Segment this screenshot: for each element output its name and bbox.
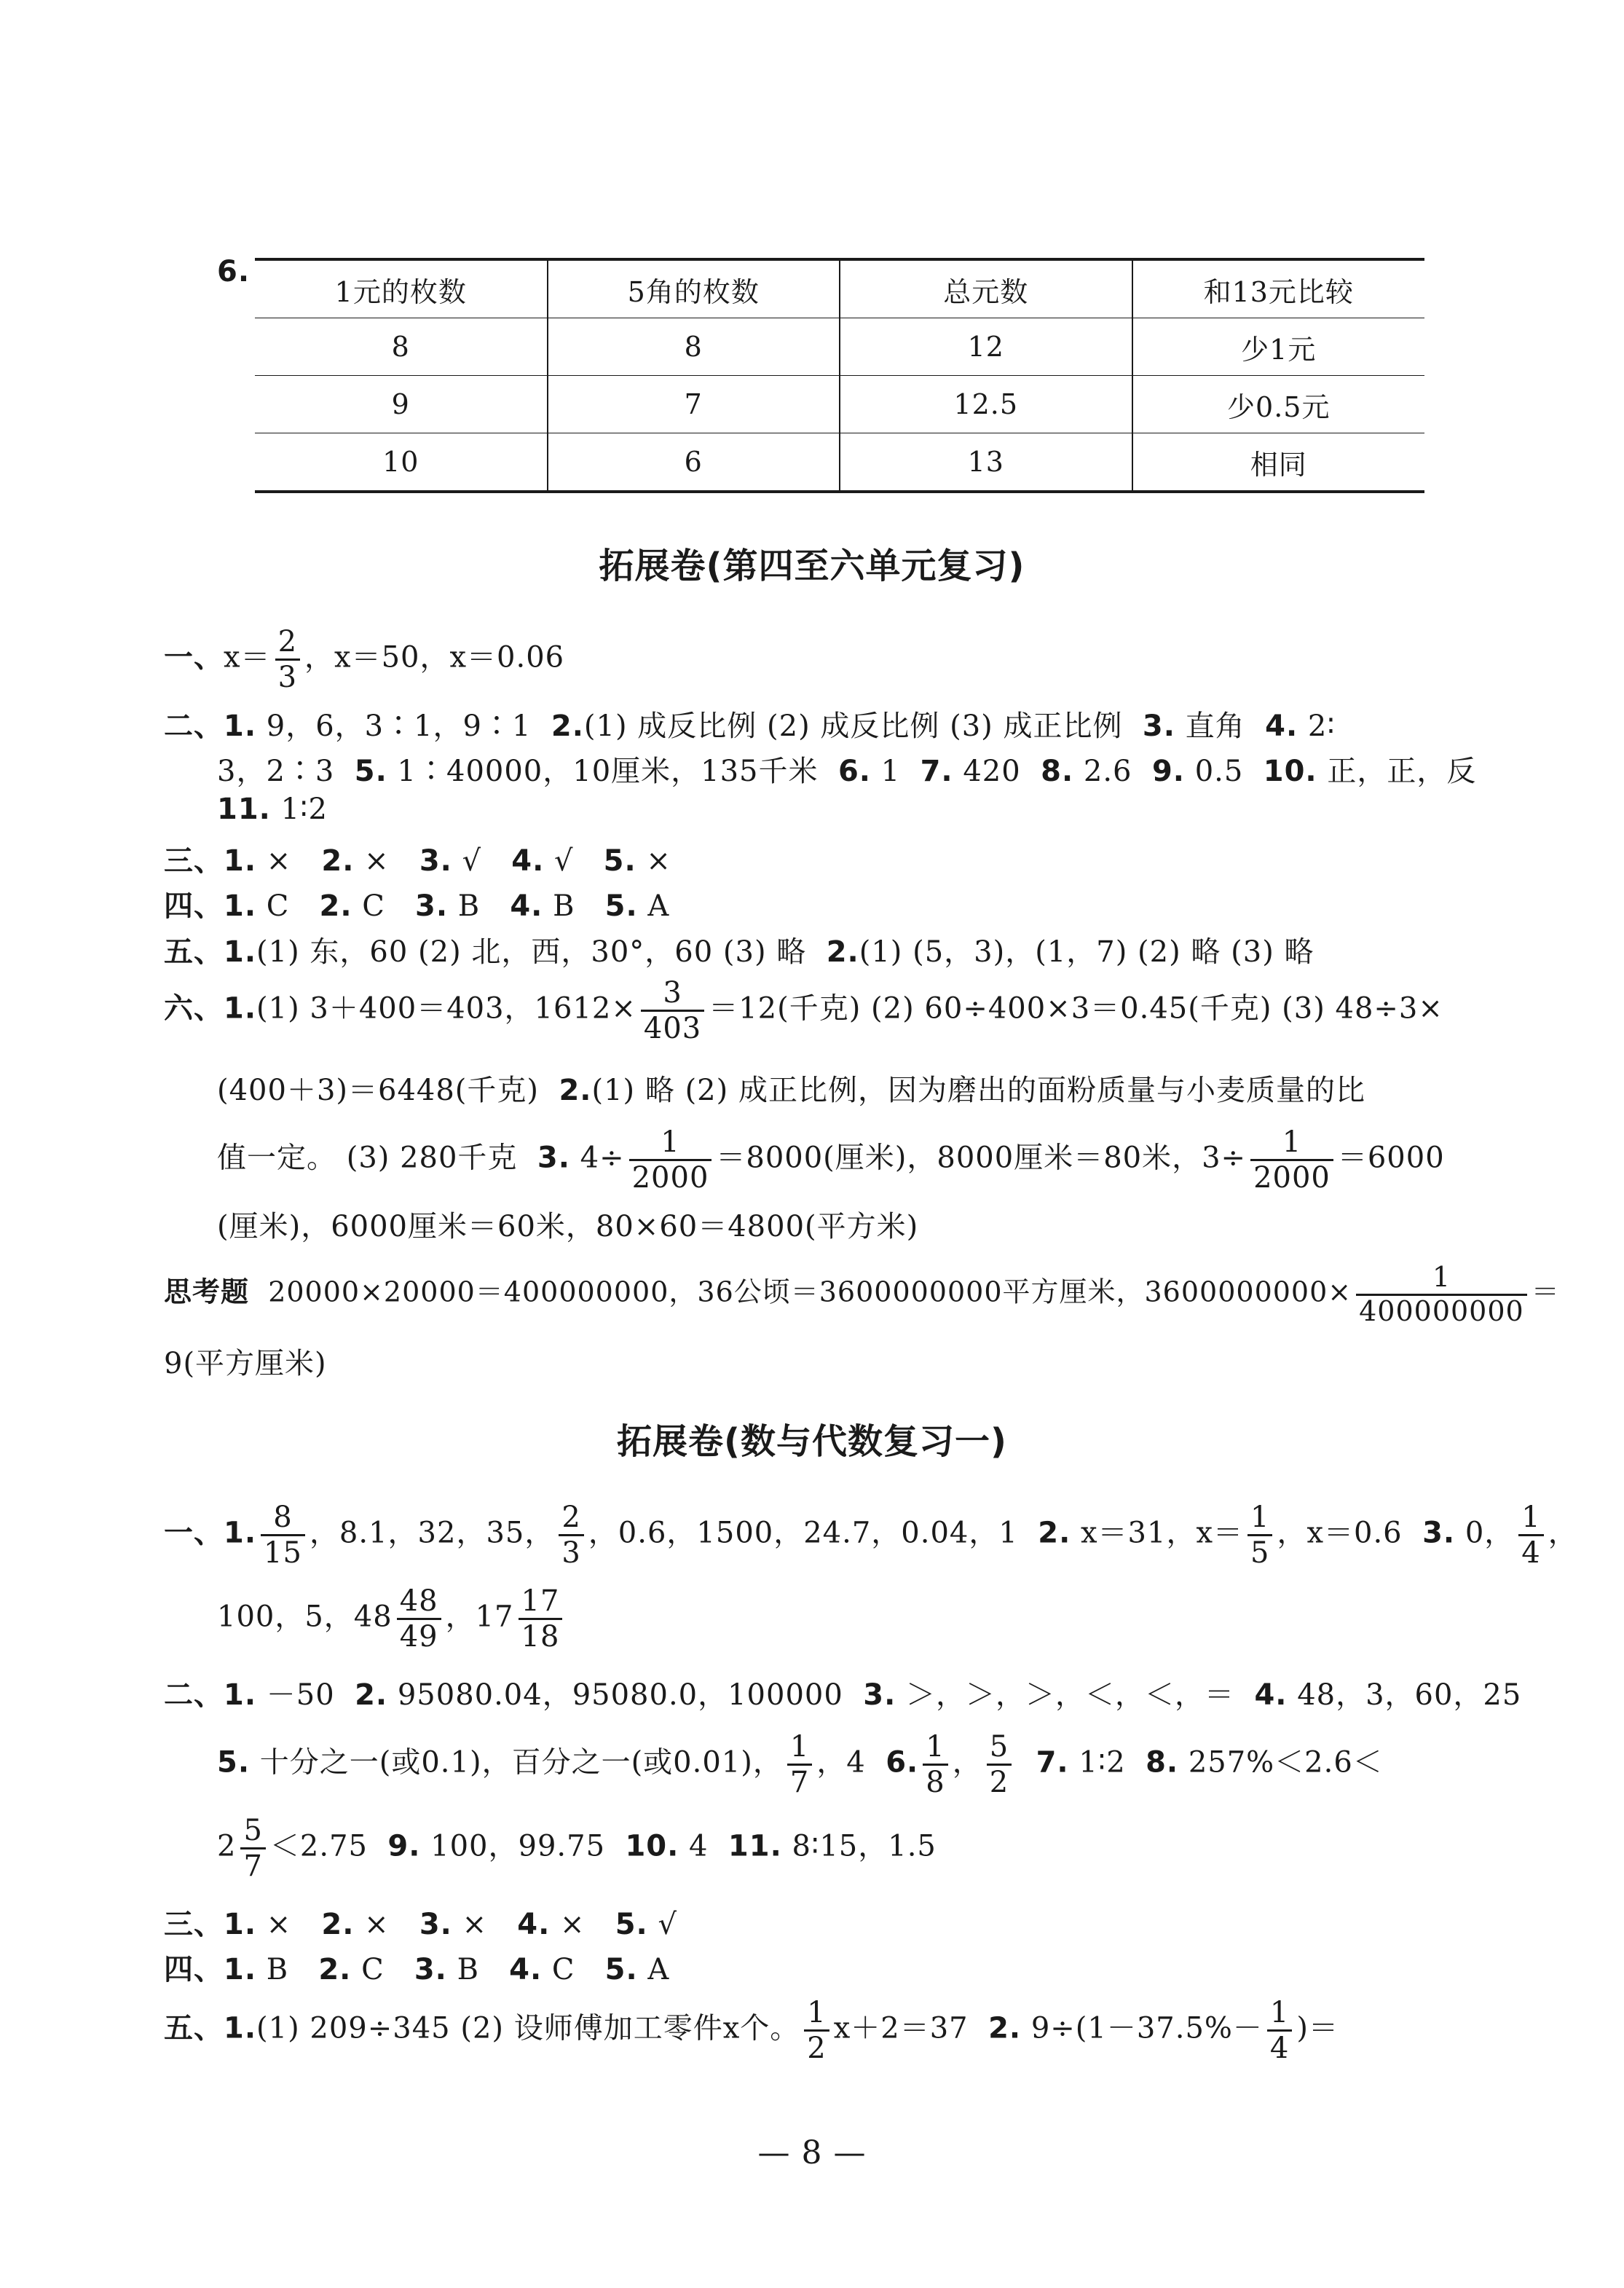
answer-text: ＜2.75 (269, 1829, 368, 1863)
question-number: 9. (387, 1829, 421, 1863)
answer-text: 420 (963, 755, 1021, 788)
numerator: 5 (987, 1730, 1012, 1766)
section-label: 四、 (164, 889, 224, 923)
fraction (261, 1501, 305, 1570)
header-cell: 和13元比较 (1132, 259, 1425, 318)
fraction (559, 1501, 583, 1570)
denominator: 49 (399, 1620, 438, 1654)
question-number: 1. (224, 991, 257, 1026)
fraction (1250, 1125, 1333, 1195)
section-label: 五、 (164, 935, 224, 969)
answer-text: x＝31，x＝ (1080, 1516, 1243, 1550)
answer-text: 9，6，3∶1，9∶1 (266, 709, 532, 743)
answer-text: 9÷(1－37.5%－ (1030, 2011, 1263, 2045)
answer-line (164, 838, 671, 879)
numerator: 1 (1267, 1996, 1292, 2032)
answer-text: 值一定。 (3) 280千克 (217, 1141, 518, 1175)
answer-text: (1) 成反比例 (2) 成反比例 (3) 成正比例 (583, 709, 1123, 743)
numerator: 1 (1250, 1125, 1333, 1161)
header-cell: 总元数 (840, 259, 1132, 318)
answer-line (164, 625, 564, 694)
question-number: 6. (886, 1745, 919, 1780)
table-cell: 少0.5元 (1132, 376, 1425, 433)
answer-text: (厘米)，6000厘米＝60米，80×60＝4800(平方米) (217, 1210, 919, 1243)
question-number: 1. (224, 1953, 257, 1986)
answer-text: 正，正，反 (1327, 755, 1477, 788)
answer-text: B (457, 889, 481, 923)
question-number: 1. (224, 844, 257, 878)
fraction (987, 1730, 1012, 1799)
fraction (1356, 1262, 1527, 1327)
section-label: 三、 (164, 1908, 224, 1941)
question-number: 3. (419, 1908, 452, 1941)
table-cell: 少1元 (1132, 318, 1425, 376)
answer-text: (1) (5，3)，(1，7) (2) 略 (3) 略 (859, 935, 1314, 969)
answer-text: 48，3，60，25 (1297, 1678, 1522, 1712)
answer-text: ＝12(千克) (2) 60÷400×3＝0.45(千克) (3) 48÷3× (709, 991, 1443, 1026)
numerator: 17 (519, 1584, 563, 1620)
table-cell: 6 (548, 433, 840, 492)
section-label: 一、 (164, 1516, 224, 1550)
answer-text: × (364, 844, 390, 878)
question-number: 2. (551, 709, 584, 743)
numerator: 1 (804, 1996, 829, 2032)
table-cell: 7 (548, 376, 840, 433)
q6-number: 6. (217, 255, 251, 288)
question-number: 1. (224, 889, 257, 923)
answer-text: × (364, 1908, 390, 1941)
question-number: 1. (224, 2011, 257, 2045)
answer-text: (1) 209÷345 (2) 设师傅加工零件x个。 (256, 2011, 800, 2045)
table-row (255, 376, 1424, 433)
question-number: 3. (419, 844, 452, 878)
table-cell: 8 (255, 318, 548, 376)
question-number: 2. (355, 1678, 388, 1712)
fraction (787, 1730, 812, 1799)
answer-text: 8∶15，1.5 (792, 1829, 937, 1863)
table-cell: 12 (840, 318, 1132, 376)
answer-text: × (266, 1908, 292, 1941)
answer-line (164, 703, 1336, 744)
answer-text: 100，99.75 (430, 1829, 606, 1863)
answer-text: 1∶2 (280, 793, 328, 826)
section-label: 三、 (164, 844, 224, 878)
question-number: 7. (920, 755, 953, 788)
answer-text: C (551, 1953, 575, 1986)
denominator: 18 (521, 1620, 560, 1654)
answer-text: √ (554, 844, 574, 878)
answer-text: ，4 (816, 1745, 866, 1780)
denominator: 2000 (1253, 1161, 1331, 1195)
section-label: 四、 (164, 1953, 224, 1986)
numerator: 48 (397, 1584, 441, 1620)
numerator: 1 (1518, 1501, 1543, 1536)
answer-line (217, 1730, 1383, 1799)
denominator: 15 (264, 1536, 302, 1570)
question-number: 9. (1151, 755, 1185, 788)
question-number: 4. (511, 844, 545, 878)
section-label: 六、 (164, 991, 224, 1026)
answer-text: C (361, 1953, 385, 1986)
section-label: 二、 (164, 1678, 224, 1712)
section-label: 五、 (164, 2011, 224, 2045)
answer-line (217, 1125, 1445, 1195)
question-number: 7. (1036, 1745, 1069, 1780)
answer-text: ＞，＞，＞，＜，＜，＝ (906, 1678, 1234, 1712)
denominator: 7 (789, 1766, 810, 1799)
answer-text: B (266, 1953, 289, 1986)
answer-text: A (647, 1953, 670, 1986)
answer-line (164, 976, 1443, 1045)
table-row (255, 433, 1424, 492)
denominator: 4 (1269, 2032, 1290, 2065)
answer-text: 0， (1465, 1516, 1515, 1550)
answer-text: 100，5，48 (217, 1600, 393, 1634)
answer-text: ， (1548, 1516, 1578, 1550)
fraction (275, 625, 300, 694)
answer-line (164, 1501, 1578, 1570)
denominator: 4 (1521, 1536, 1541, 1570)
denominator: 3 (277, 661, 298, 694)
answer-text: (1) 略 (2) 成正比例，因为磨出的面粉质量与小麦质量的比 (591, 1074, 1365, 1107)
page-number: — 8 — (757, 2134, 867, 2171)
answer-line (217, 1067, 1365, 1109)
answer-text: × (560, 1908, 586, 1941)
denominator: 2 (989, 1766, 1009, 1799)
table-cell: 12.5 (840, 376, 1132, 433)
answer-text: ，17 (445, 1600, 514, 1634)
table-cell: 相同 (1132, 433, 1425, 492)
answer-line (164, 1672, 1521, 1713)
question-number: 4. (509, 1953, 543, 1986)
question-number: 2. (1038, 1516, 1071, 1550)
answer-text: C (266, 889, 290, 923)
answer-text: ＝8000(厘米)，8000厘米＝80米，3÷ (716, 1141, 1247, 1175)
answer-text: B (457, 1953, 479, 1986)
question-number: 5. (217, 1745, 251, 1780)
numerator: 8 (261, 1501, 305, 1536)
fraction (804, 1996, 829, 2065)
question-number: 3. (415, 889, 449, 923)
answer-text: × (266, 844, 292, 878)
answer-text: x＝ (224, 640, 271, 675)
fraction (519, 1584, 563, 1654)
answer-line (164, 1901, 677, 1943)
header-cell: 1元的枚数 (255, 259, 548, 318)
answer-text: x＋2＝37 (833, 2011, 969, 2045)
numerator: 3 (641, 976, 704, 1012)
question-number: 1. (224, 1678, 257, 1712)
answer-text: ，x＝0.6 (1277, 1516, 1403, 1550)
answer-text: B (553, 889, 575, 923)
answer-text: (1) 3＋400＝403，1612× (256, 991, 636, 1026)
answer-text: 20000×20000＝400000000，36公顷＝3600000000平方厘米，3600000000× (268, 1275, 1352, 1308)
question-number: 3. (414, 1953, 447, 1986)
fraction (641, 976, 704, 1045)
answer-text: ，0.6，1500，24.7，0.04，1 (588, 1516, 1018, 1550)
question-number: 3. (1422, 1516, 1456, 1550)
answer-line (217, 793, 328, 826)
answer-text: √ (658, 1908, 677, 1941)
table-row (255, 318, 1424, 376)
fraction (397, 1584, 441, 1654)
numerator: 5 (240, 1814, 265, 1849)
question-number: 4. (1254, 1678, 1288, 1712)
answer-text: C (362, 889, 385, 923)
table-header-row (255, 259, 1424, 318)
question-number: 11. (217, 793, 271, 826)
answer-text: ， (952, 1745, 982, 1780)
answer-text: ，8.1，32，35， (309, 1516, 555, 1550)
denominator: 400000000 (1359, 1294, 1524, 1327)
answer-text: A (647, 889, 670, 923)
answer-text: 十分之一(或0.1)，百分之一(或0.01)， (259, 1745, 783, 1780)
fraction (1267, 1996, 1292, 2065)
table-cell: 8 (548, 318, 840, 376)
answer-text: (1) 东，60 (2) 北，西，30°，60 (3) 略 (256, 935, 807, 969)
numerator: 2 (275, 625, 300, 661)
question-number: 5. (604, 889, 638, 923)
question-number: 8. (1041, 755, 1074, 788)
numerator: 1 (1356, 1262, 1527, 1296)
question-number: 4. (1265, 709, 1298, 743)
section-label: 思考题 (164, 1275, 250, 1308)
section-label: 一、 (164, 640, 224, 675)
answer-text: 2 (217, 1829, 237, 1863)
question-number: 8. (1146, 1745, 1179, 1780)
question-number: 2. (559, 1074, 592, 1107)
denominator: 5 (1250, 1536, 1270, 1570)
answer-line (164, 1340, 327, 1382)
question-number: 2. (826, 935, 859, 969)
answer-line (164, 1262, 1560, 1327)
question-number: 1. (224, 935, 257, 969)
question-number: 1. (224, 1516, 257, 1550)
question-number: 10. (625, 1829, 679, 1863)
question-number: 4. (517, 1908, 551, 1941)
fraction (240, 1814, 265, 1883)
answer-text: 9(平方厘米) (164, 1347, 327, 1380)
answer-line (217, 1584, 567, 1654)
section-title-1: 拓展卷(第四至六单元复习) (599, 546, 1025, 586)
answer-text: 257%＜2.6＜ (1188, 1745, 1383, 1780)
answer-text: 1∶2 (1079, 1745, 1126, 1780)
answer-text: ＝ (1531, 1275, 1560, 1308)
answer-text: ＝6000 (1337, 1141, 1445, 1175)
fraction (1518, 1501, 1543, 1570)
coin-table (255, 258, 1424, 493)
question-number: 10. (1263, 755, 1317, 788)
answer-line (164, 1946, 669, 1988)
answer-text: －50 (266, 1678, 335, 1712)
denominator: 7 (243, 1849, 263, 1883)
section-label: 二、 (164, 709, 224, 743)
table-cell: 13 (840, 433, 1132, 492)
answer-text: 4÷ (580, 1141, 625, 1175)
question-number: 5. (604, 1953, 638, 1986)
question-number: 2. (319, 889, 352, 923)
question-number: 4. (510, 889, 543, 923)
question-number: 2. (321, 1908, 355, 1941)
answer-text: 4 (689, 1829, 709, 1863)
fraction (923, 1730, 947, 1799)
question-number: 5. (615, 1908, 648, 1941)
answer-text: × (462, 1908, 488, 1941)
fraction (1247, 1501, 1272, 1570)
denominator: 2 (807, 2032, 827, 2065)
question-number: 2. (318, 1953, 352, 1986)
table-cell: 9 (255, 376, 548, 433)
answer-line (164, 1996, 1339, 2065)
answer-text: 直角 (1185, 709, 1245, 743)
answer-text: )＝ (1296, 2011, 1339, 2045)
answer-line (164, 929, 1314, 970)
question-number: 5. (354, 755, 387, 788)
answer-text: (400＋3)＝6448(千克) (217, 1074, 540, 1107)
fraction (629, 1125, 712, 1195)
answer-text: 3，2∶3 (217, 755, 335, 788)
question-number: 1. (224, 1908, 257, 1941)
answer-text: 1∶40000，10厘米，135千米 (397, 755, 819, 788)
denominator: 8 (926, 1766, 945, 1799)
section-title-2: 拓展卷(数与代数复习一) (617, 1421, 1007, 1462)
numerator: 2 (559, 1501, 583, 1536)
answer-line (217, 1814, 937, 1883)
question-number: 3. (1142, 709, 1175, 743)
question-number: 2. (988, 2011, 1022, 2045)
question-number: 2. (321, 844, 355, 878)
answer-text: 1 (880, 755, 901, 788)
numerator: 1 (787, 1730, 812, 1766)
answer-text: 2∶ (1307, 709, 1336, 743)
answer-line (217, 1203, 918, 1245)
numerator: 1 (629, 1125, 712, 1161)
denominator: 403 (643, 1012, 702, 1045)
answer-line (164, 883, 669, 924)
numerator: 1 (923, 1730, 947, 1766)
question-number: 3. (863, 1678, 896, 1712)
question-number: 11. (728, 1829, 782, 1863)
denominator: 2000 (631, 1161, 709, 1195)
denominator: 3 (561, 1536, 581, 1570)
answer-text: 0.5 (1194, 755, 1244, 788)
header-cell: 5角的枚数 (548, 259, 840, 318)
answer-text: 2.6 (1083, 755, 1132, 788)
answer-text: 95080.04，95080.0，100000 (397, 1678, 843, 1712)
answer-line (217, 748, 1476, 790)
answer-text: × (646, 844, 671, 878)
question-number: 6. (837, 755, 871, 788)
answer-text: ，x＝50，x＝0.06 (304, 640, 565, 675)
numerator: 1 (1247, 1501, 1272, 1536)
answer-text: √ (462, 844, 482, 878)
question-number: 5. (603, 844, 636, 878)
question-number: 1. (224, 709, 257, 743)
question-number: 3. (537, 1141, 570, 1175)
table-cell: 10 (255, 433, 548, 492)
